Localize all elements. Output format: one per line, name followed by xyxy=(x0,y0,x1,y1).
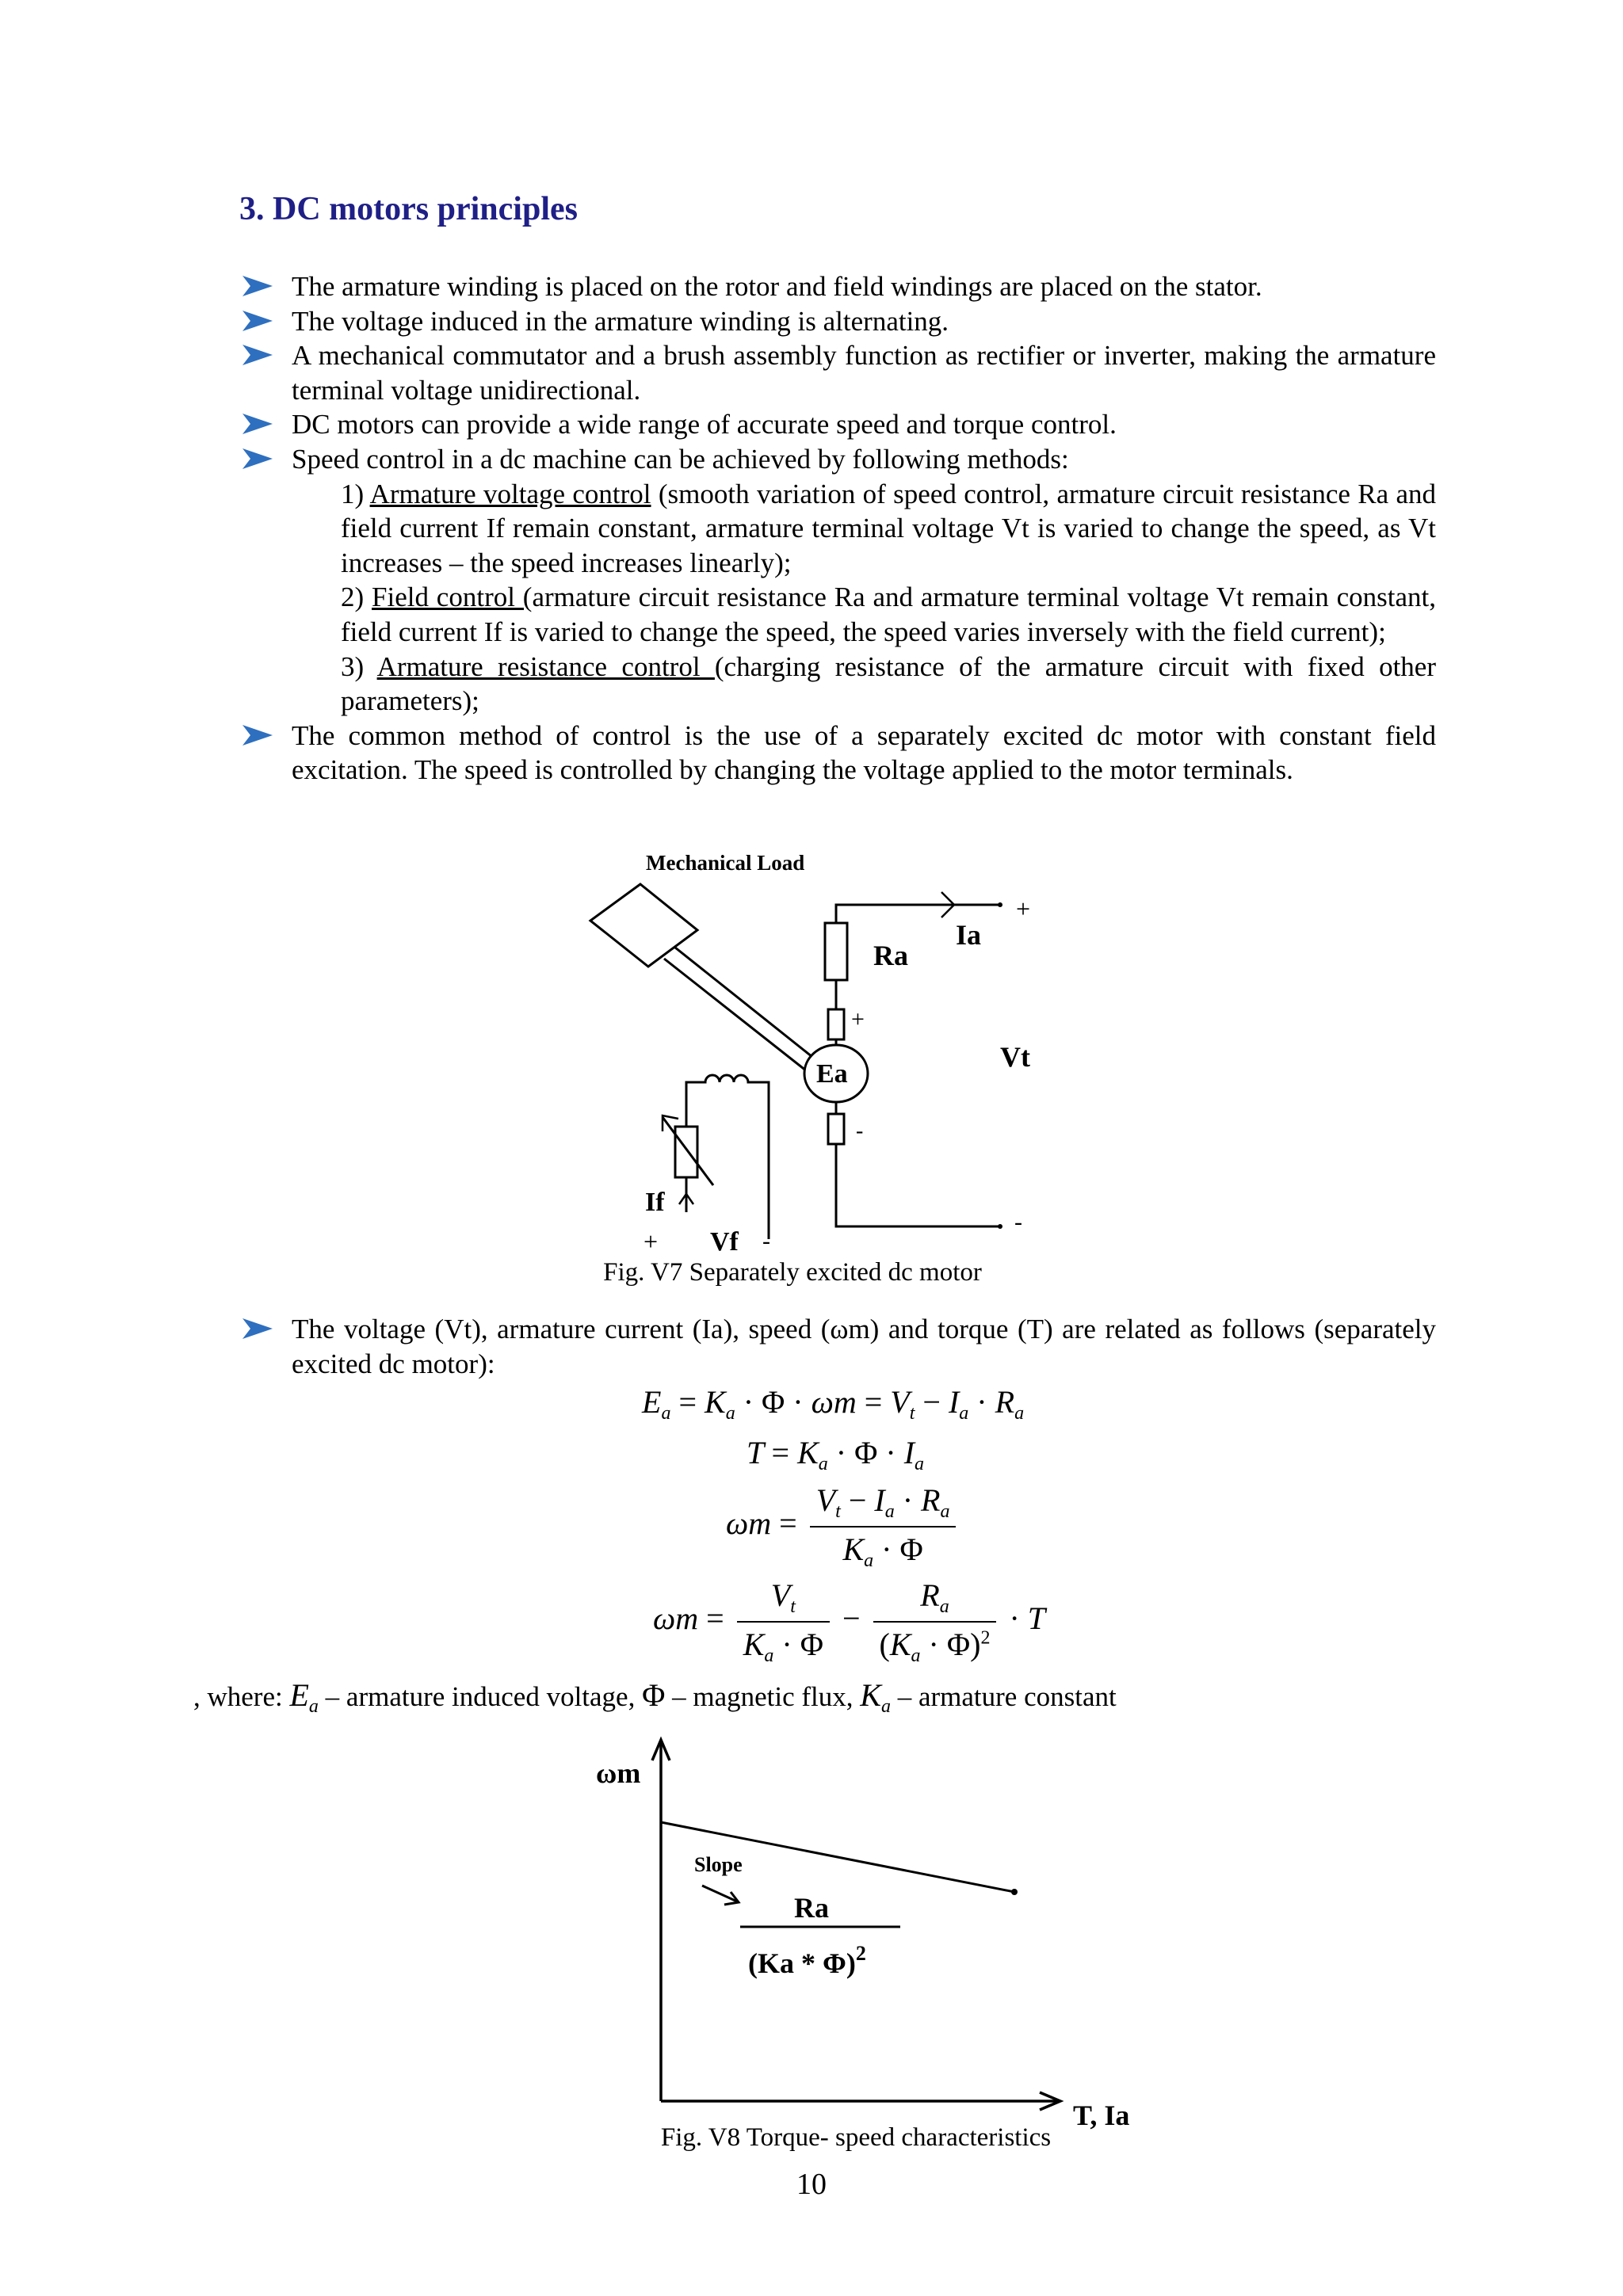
vf-minus-sign: - xyxy=(762,1228,770,1254)
figure-caption: Fig. V8 Torque- speed characteristics xyxy=(660,2123,1052,2152)
method-text: (smooth variation of speed control, armature circuit resistance Ra and field current If remain constant, armature terminal voltage Vt is varied to change the speed, as Vt increases – the speed increases linearly); xyxy=(341,478,1436,578)
section-title: 3. DC motors principles xyxy=(239,191,578,227)
bullet-text: A mechanical commutator and a brush assembly function as rectifier or inverter, making the armature terminal voltage unidirectional. xyxy=(292,340,1436,406)
phi-symbol: Φ xyxy=(642,1677,666,1713)
bullet-text: The armature winding is placed on the rotor and field windings are placed on the stator. xyxy=(292,271,1262,302)
slope-label: Slope xyxy=(694,1853,743,1876)
bullet-text: The voltage induced in the armature winding is alternating. xyxy=(292,305,949,337)
bullet-arrow-icon xyxy=(239,447,274,471)
method-text: (charging resistance of the armature circuit with fixed other parameters); xyxy=(341,650,1436,717)
where-prefix: , where: xyxy=(193,1681,290,1712)
separately-excited-motor-diagram xyxy=(586,848,1062,1260)
bullet-item xyxy=(239,1312,1436,1381)
equation-back-emf: $E_a = K_a \cdot \Phi \cdot \omega m = V_t - I_a \cdot R_a$ xyxy=(642,1384,1025,1424)
bullet-item xyxy=(239,338,1436,407)
bullet-arrow-icon xyxy=(239,309,274,333)
ka-symbol: K xyxy=(860,1677,881,1713)
bullet-arrow-icon xyxy=(239,723,274,747)
ka-subscript: a xyxy=(880,1696,891,1717)
method-item xyxy=(239,477,1436,581)
vt-plus-sign: + xyxy=(1016,894,1031,923)
symbol-definitions xyxy=(193,1676,1117,1718)
bullet-text: The common method of control is the use of a separately excited dc motor with constant field excitation. The speed is controlled by changing the voltage applied to the motor terminals. xyxy=(292,719,1436,786)
x-axis-label: T, Ia xyxy=(1073,2100,1130,2131)
bullet-text: The voltage (Vt), armature current (Ia), speed (ωm) and torque (T) are related as follows (separately excited dc motor): xyxy=(292,1314,1436,1379)
ea-symbol: E xyxy=(289,1677,309,1713)
bullet-list xyxy=(239,1312,1436,1381)
torque-speed-chart xyxy=(586,1727,1157,2139)
equation-speed: ωm = $\frac{V_t - I_a \cdot R_a}{K_a \cdot \Phi}$ xyxy=(726,1482,960,1572)
bullet-item xyxy=(239,269,1436,304)
bullet-list xyxy=(239,269,1436,788)
ea-subscript: a xyxy=(308,1696,319,1717)
bullet-arrow-icon xyxy=(239,412,274,436)
vf-label: Vf xyxy=(710,1227,739,1257)
method-name: Field control ( xyxy=(372,582,533,613)
equation-speed-torque: ωm = $\frac{V_t}{K_a \cdot \Phi}$ − $\frac{R_a}{(K_a \cdot \Phi)^2}$ · T xyxy=(653,1577,1046,1666)
vf-plus-sign: + xyxy=(643,1227,659,1256)
bullet-item xyxy=(239,304,1436,339)
ia-label: Ia xyxy=(956,919,982,951)
method-number: 2) xyxy=(341,582,372,613)
line-end-dot xyxy=(1011,1889,1018,1895)
chart-axes xyxy=(652,1740,1060,2110)
ka-definition: – armature constant xyxy=(890,1681,1117,1712)
bullet-text: DC motors can provide a wide range of accurate speed and torque control. xyxy=(292,409,1117,441)
mechanical-load-shape xyxy=(590,884,816,1071)
phi-definition: – magnetic flux, xyxy=(665,1681,861,1712)
bullet-text: Speed control in a dc machine can be achieved by following methods: xyxy=(292,443,1069,475)
terminal-dot xyxy=(998,1224,1002,1229)
ea-definition: – armature induced voltage, xyxy=(318,1681,643,1712)
bullet-item xyxy=(239,719,1436,788)
figure-caption: Fig. V7 Separately excited dc motor xyxy=(603,1258,982,1287)
ea-plus-sign: + xyxy=(851,1006,865,1032)
ra-label: Ra xyxy=(873,940,908,971)
bullet-arrow-icon xyxy=(239,343,274,367)
method-number: 3) xyxy=(341,650,377,682)
slope-numerator: Ra xyxy=(794,1892,829,1924)
vt-label: Vt xyxy=(1000,1041,1030,1073)
equation-torque: $T = K_a \cdot \Phi \cdot I_a$ xyxy=(747,1435,925,1474)
method-item xyxy=(239,580,1436,649)
terminal-dot xyxy=(998,902,1002,907)
mechanical-load-label: Mechanical Load xyxy=(646,851,805,875)
vt-minus-sign: - xyxy=(1014,1209,1022,1235)
ea-minus-sign: - xyxy=(856,1119,864,1143)
bullet-item xyxy=(239,442,1436,477)
method-item xyxy=(239,650,1436,719)
bullet-arrow-icon xyxy=(239,1317,274,1341)
slope-denominator: (Ka * Φ)$^2$ xyxy=(748,1942,866,1979)
y-axis-label: ωm xyxy=(596,1757,641,1789)
method-number: 1) xyxy=(341,478,370,509)
bullet-arrow-icon xyxy=(239,274,274,298)
method-name: Armature resistance control xyxy=(376,650,715,682)
method-text: armature circuit resistance Ra and armature terminal voltage Vt remain constant, field current If is varied to change the speed, the speed varies inversely with the field current); xyxy=(341,582,1437,647)
bullet-item xyxy=(239,407,1436,442)
if-label: If xyxy=(645,1188,665,1217)
field-circuit xyxy=(663,1075,769,1239)
ea-label: Ea xyxy=(816,1059,848,1089)
method-name: Armature voltage control xyxy=(369,478,651,509)
page-number: 10 xyxy=(796,2168,827,2201)
